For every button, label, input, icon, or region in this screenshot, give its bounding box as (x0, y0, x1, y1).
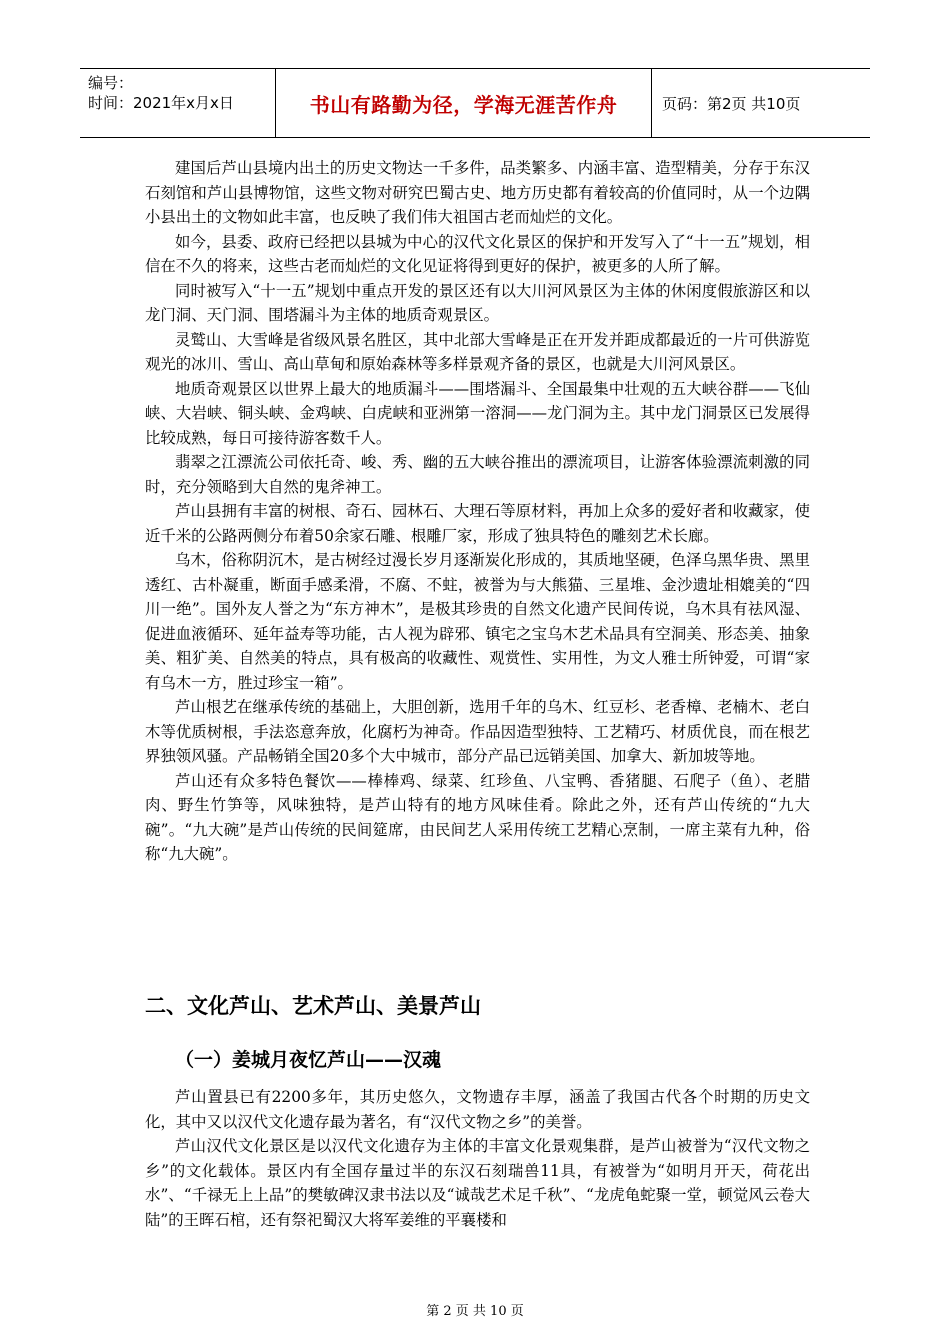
paragraph: 芦山置县已有2200多年，其历史悠久，文物遗存丰厚，涵盖了我国古代各个时期的历史文化，其中又以汉代文化遗存最为著名，有“汉代文物之乡”的美誉。 (145, 1088, 810, 1131)
paragraph: 芦山县拥有丰富的树根、奇石、园林石、大理石等原材料，再加上众多的爱好者和收藏家，使近千米的公路两侧分布着50余家石雕、根雕厂家，形成了独具特色的雕刻艺术长廊。 (145, 502, 810, 545)
page-header (80, 68, 870, 138)
paragraph: 乌木，俗称阴沉木，是古树经过漫长岁月逐渐炭化形成的，其质地坚硬，色泽乌黑华贵、黑里透红、古朴凝重，断面手感柔滑，不腐、不蛀，被誉为与大熊猫、三星堆、金沙遗址相媲美的“四川一绝”。国外友人誉之为“东方神木”，是极其珍贵的自然文化遗产民间传说，乌木具有祛风湿、促进血液循环、延年益寿等功能，古人视为辟邪、镇宅之宝乌木艺术品具有空洞美、形态美、抽象美、粗犷美、自然美的特点，具有极高的收藏性、观赏性、实用性，为文人雅士所钟爱，可谓“家有乌木一方，胜过珍宝一箱”。 (145, 551, 810, 692)
paragraph: 如今，县委、政府已经把以县城为中心的汉代文化景区的保护和开发写入了“十一五”规划，相信在不久的将来，这些古老而灿烂的文化见证将得到更好的保护，被更多的人所了解。 (145, 232, 810, 275)
header-motto: 书山有路勤为径，学海无涯苦作舟 (276, 69, 652, 137)
page-footer: 第 2 页 共 10 页 (426, 1304, 524, 1319)
body-text (145, 156, 810, 867)
section-heading: 二、文化芦山、艺术芦山、美景芦山 (145, 994, 481, 1018)
body-text-2 (145, 1085, 810, 1232)
paragraph: 芦山汉代文化景区是以汉代文化遗存为主体的丰富文化景观集群，是芦山被誉为“汉代文物之乡”的文化载体。景区内有全国存量过半的东汉石刻瑞兽11具，有被誉为“如明月开天，荷花出水”、“千禄无上上品”的樊敏碑汉隶书法以及“诚哉艺术足千秋”、“龙虎龟蛇聚一堂，顿觉风云卷大陆”的王晖石棺，还有祭祀蜀汉大将军姜维的平襄楼和 (145, 1137, 810, 1229)
document-number: 编号： (88, 74, 134, 92)
document-time: 时间：2021年x月x日 (88, 94, 234, 112)
paragraph: 芦山还有众多特色餐饮——棒棒鸡、绿菜、红珍鱼、八宝鸭、香猪腿、石爬子（鱼）、老腊肉、野生竹笋等，风味独特，是芦山特有的地方风味佳肴。除此之外，还有芦山传统的“九大碗”。“九大碗”是芦山传统的民间筵席，由民间艺人采用传统工艺精心烹制，一席主菜有九种，俗称“九大碗”。 (145, 771, 810, 863)
subsection-heading: （一）姜城月夜忆芦山——汉魂 (175, 1049, 442, 1071)
paragraph: 地质奇观景区以世界上最大的地质漏斗——围塔漏斗、全国最集中壮观的五大峡谷群——飞仙峡、大岩峡、铜头峡、金鸡峡、白虎峡和亚洲第一溶洞——龙门洞为主。其中龙门洞景区已发展得比较成熟，每日可接待游客数千人。 (145, 379, 810, 447)
paragraph: 灵鹫山、大雪峰是省级风景名胜区，其中北部大雪峰是正在开发并距成都最近的一片可供游览观光的冰川、雪山、高山草甸和原始森林等多样景观齐备的景区，也就是大川河风景区。 (145, 330, 810, 373)
paragraph: 同时被写入“十一五”规划中重点开发的景区还有以大川河风景区为主体的休闲度假旅游区和以龙门洞、天门洞、围塔漏斗为主体的地质奇观景区。 (145, 281, 810, 324)
paragraph: 建国后芦山县境内出土的历史文物达一千多件，品类繁多、内涵丰富、造型精美，分存于东汉石刻馆和芦山县博物馆，这些文物对研究巴蜀古史、地方历史都有着较高的价值同时，从一个边隅小县出土的文物如此丰富，也反映了我们伟大祖国古老而灿烂的文化。 (145, 159, 810, 226)
header-page-info: 页码：第2页 共10页 (662, 94, 801, 113)
header-meta (80, 69, 276, 137)
paragraph: 芦山根艺在继承传统的基础上，大胆创新，选用千年的乌木、红豆杉、老香樟、老楠木、老白木等优质树根，手法恣意奔放，化腐朽为神奇。作品因造型独特、工艺精巧、材质优良，而在根艺界独领风骚。产品畅销全国20多个大中城市，部分产品已远销美国、加拿大、新加坡等地。 (145, 698, 810, 765)
paragraph: 翡翠之江漂流公司依托奇、峻、秀、幽的五大峡谷推出的漂流项目，让游客体验漂流刺激的同时，充分领略到大自然的鬼斧神工。 (145, 453, 810, 496)
